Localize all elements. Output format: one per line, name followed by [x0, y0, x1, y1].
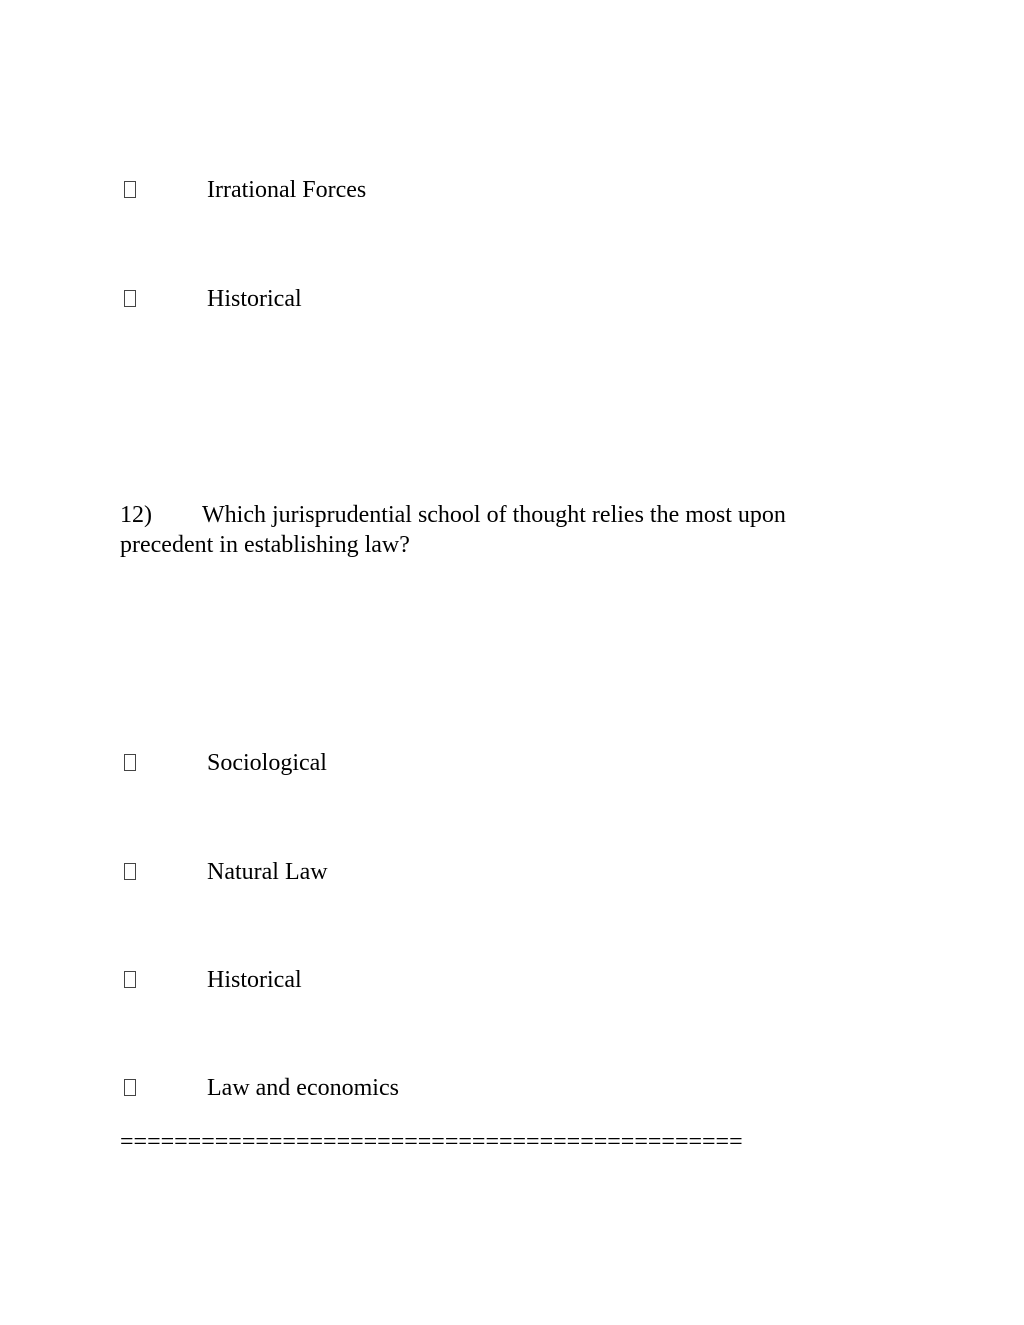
checkbox-icon[interactable]	[124, 863, 136, 880]
option-label: Historical	[207, 967, 302, 993]
question-text: Which jurisprudential school of thought relies the most upon precedent in establishing law?	[120, 502, 786, 558]
question-number: 12)	[120, 502, 152, 528]
answer-option[interactable]	[0, 284, 1024, 314]
checkbox-icon[interactable]	[124, 971, 136, 988]
section-separator: ==============================================	[120, 1129, 743, 1155]
answer-option[interactable]	[0, 1073, 1024, 1103]
checkbox-icon[interactable]	[124, 290, 136, 307]
checkbox-icon[interactable]	[124, 1079, 136, 1096]
option-label: Historical	[207, 286, 302, 312]
checkbox-icon[interactable]	[124, 754, 136, 771]
checkbox-icon[interactable]	[124, 181, 136, 198]
option-label: Law and economics	[207, 1075, 399, 1101]
option-label: Natural Law	[207, 859, 328, 885]
answer-option[interactable]	[0, 857, 1024, 887]
option-label: Sociological	[207, 750, 327, 776]
question-block	[120, 500, 880, 560]
answer-option[interactable]	[0, 175, 1024, 205]
option-label: Irrational Forces	[207, 177, 367, 203]
answer-option[interactable]	[0, 965, 1024, 995]
answer-option[interactable]	[0, 748, 1024, 778]
